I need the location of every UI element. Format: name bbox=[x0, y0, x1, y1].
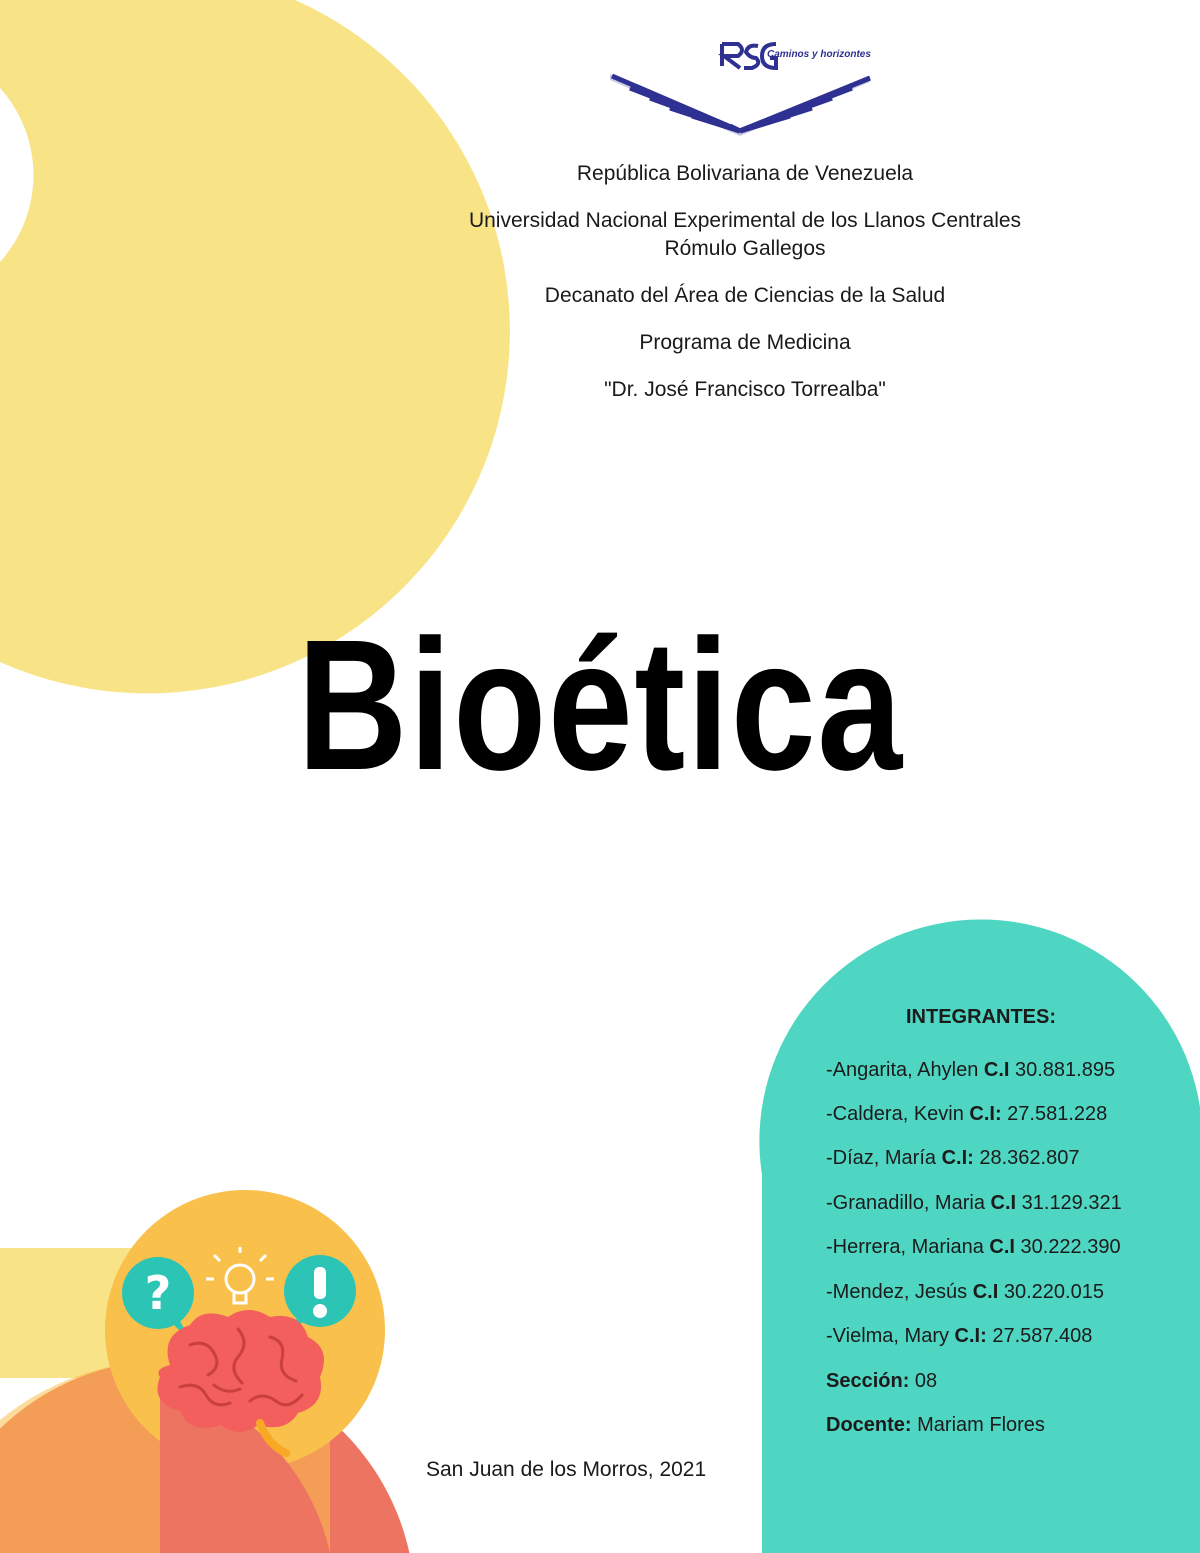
member-name: -Angarita, Ahylen bbox=[826, 1059, 984, 1081]
member-item bbox=[826, 1236, 1121, 1259]
ci-number: 30.881.895 bbox=[1009, 1059, 1116, 1081]
place-date-footer: San Juan de los Morros, 2021 bbox=[426, 1458, 707, 1481]
institution-header bbox=[340, 160, 1150, 423]
teacher-label: Docente: bbox=[826, 1414, 912, 1436]
member-name: -Mendez, Jesús bbox=[826, 1281, 973, 1303]
ci-label: C.I bbox=[983, 1059, 1010, 1081]
section-value: 08 bbox=[909, 1370, 938, 1392]
program-line: Programa de Medicina bbox=[639, 331, 851, 354]
section-label: Sección: bbox=[826, 1370, 910, 1392]
member-name: -Vielma, Mary bbox=[826, 1325, 955, 1347]
section-row bbox=[826, 1370, 937, 1393]
document-title: Bioética bbox=[297, 602, 904, 809]
ci-label: C.I bbox=[972, 1281, 999, 1303]
university-line-2: Rómulo Gallegos bbox=[664, 237, 826, 260]
member-item bbox=[826, 1103, 1107, 1126]
logo-caption: Caminos y horizontes bbox=[767, 49, 871, 60]
ci-label: C.I bbox=[989, 1236, 1015, 1258]
teacher-value: Mariam Flores bbox=[911, 1414, 1045, 1436]
member-item bbox=[826, 1059, 1115, 1082]
honoree-line: "Dr. José Francisco Torrealba" bbox=[604, 378, 886, 401]
ci-number: 31.129.321 bbox=[1016, 1192, 1122, 1214]
teacher-row bbox=[826, 1414, 1045, 1437]
country-line: República Bolivariana de Venezuela bbox=[576, 162, 914, 185]
ci-number: 27.581.228 bbox=[1001, 1103, 1108, 1125]
member-item bbox=[826, 1281, 1104, 1304]
ci-number: 30.220.015 bbox=[998, 1281, 1104, 1303]
member-item bbox=[826, 1192, 1122, 1215]
ci-number: 27.587.408 bbox=[986, 1325, 1093, 1347]
member-name: -Díaz, María bbox=[826, 1147, 942, 1169]
ci-label: C.I: bbox=[941, 1147, 974, 1169]
university-line-1: Universidad Nacional Experimental de los Llanos Centrales bbox=[468, 209, 1022, 232]
member-name: -Caldera, Kevin bbox=[826, 1103, 970, 1125]
brain-icon bbox=[158, 1310, 325, 1453]
member-item bbox=[826, 1325, 1092, 1348]
ci-number: 30.222.390 bbox=[1014, 1236, 1121, 1258]
member-item bbox=[826, 1147, 1079, 1170]
ci-label: C.I: bbox=[969, 1103, 1002, 1125]
svg-text:?: ? bbox=[144, 1266, 172, 1320]
members-heading: INTEGRANTES: bbox=[906, 1006, 1056, 1028]
ci-label: C.I bbox=[990, 1192, 1017, 1214]
lightbulb-icon bbox=[206, 1247, 274, 1303]
ci-number: 28.362.807 bbox=[973, 1147, 1080, 1169]
ci-label: C.I: bbox=[954, 1325, 987, 1347]
deanery-line: Decanato del Área de Ciencias de la Salud bbox=[544, 284, 946, 307]
member-name: -Granadillo, Maria bbox=[826, 1192, 991, 1214]
member-name: -Herrera, Mariana bbox=[826, 1236, 990, 1258]
brain-illustration bbox=[110, 1245, 370, 1475]
